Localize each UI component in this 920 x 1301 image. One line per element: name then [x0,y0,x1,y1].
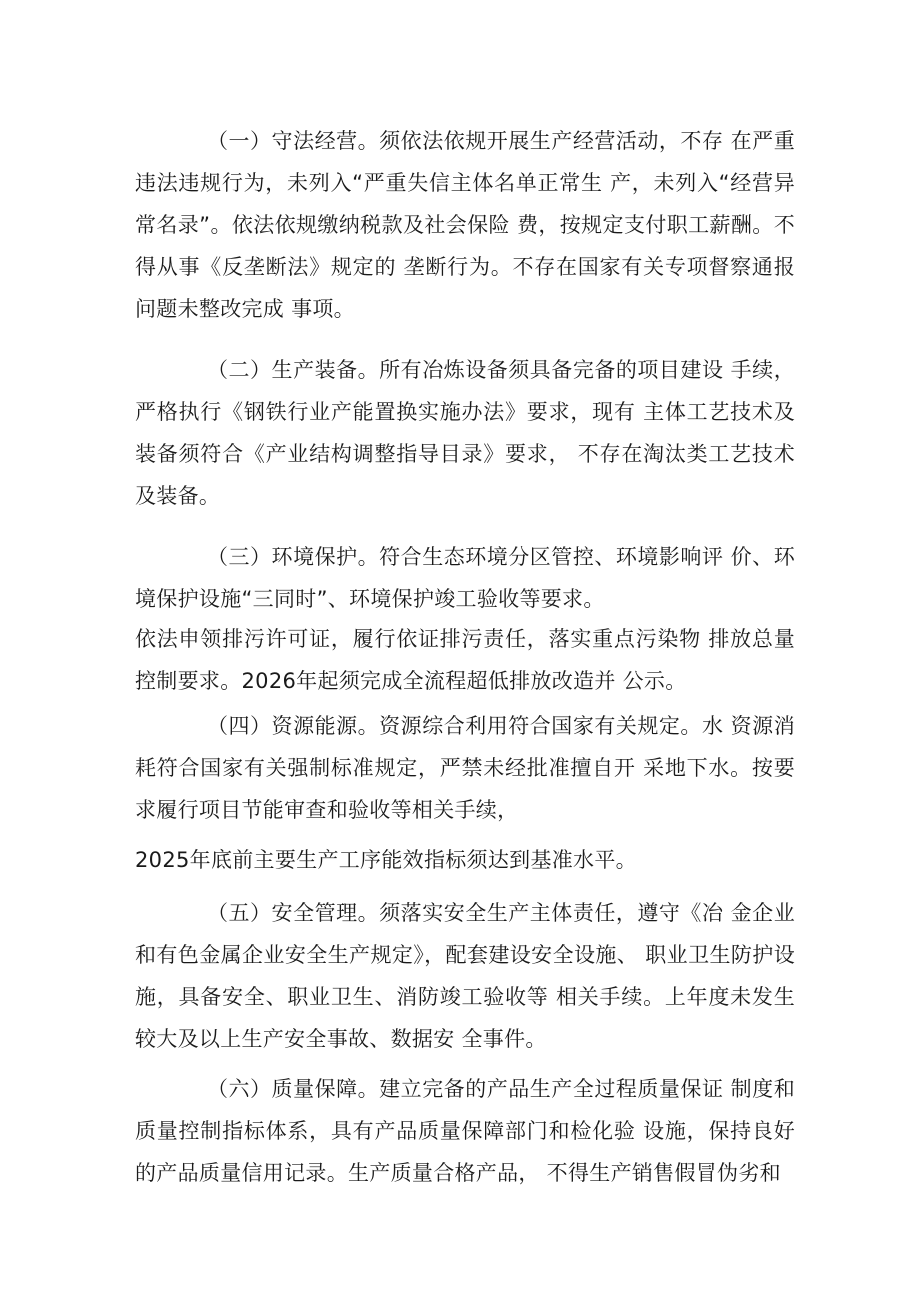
paragraph-law-compliance: （一）守法经营。须依法依规开展生产经营活动，不存 在严重违法违规行为，未列入“严重失信主体名单正常生 产，未列入“经营异常名录”。依法依规缴纳税款及社会保险 费，按规定支付职工薪酬。不得从事《反垄断法》规定的 垄断行为。不存在国家有关专项督察通报问题未整改完成 事项。 [135,129,795,321]
paragraph-resources-energy: （四）资源能源。资源综合利用符合国家有关规定。水 资源消耗符合国家有关强制标准规定，严禁未经批准擅自开 采地下水。按要求履行项目节能审查和验收等相关手续， [135,714,795,822]
paragraph-environmental-protection-continued: 依法申领排污许可证，履行依证排污责任，落实重点污染物 排放总量控制要求。2026年起须完成全流程超低排放改造并 公示。 [135,627,795,693]
paragraph-production-equipment: （二）生产装备。所有冶炼设备须具备完备的项目建设 手续，严格执行《钢铁行业产能置换实施办法》要求，现有 主体工艺技术及装备须符合《产业结构调整指导目录》要求， 不存在淘汰类工艺技术及装备。 [135,358,795,508]
paragraph-safety-management: （五）安全管理。须落实安全生产主体责任，遵守《冶 金企业和有色金属企业安全生产规定》，配套建设安全设施、 职业卫生防护设施，具备安全、职业卫生、消防竣工验收等 相关手续。上年度未发生较大及以上生产安全事故、数据安 全事件。 [135,901,795,1051]
paragraph-environmental-protection: （三）环境保护。符合生态环境分区管控、环境影响评 价、环境保护设施“三同时”、环境保护竣工验收等要求。 [135,545,795,611]
paragraph-quality-assurance: （六）质量保障。建立完备的产品生产全过程质量保证 制度和质量控制指标体系，具有产品质量保障部门和检化验 设施，保持良好的产品质量信用记录。生产质量合格产品， 不得生产销售假冒伪劣和 [135,1077,795,1185]
paragraph-resources-energy-continued: 2025年底前主要生产工序能效指标须达到基准水平。 [135,848,637,872]
